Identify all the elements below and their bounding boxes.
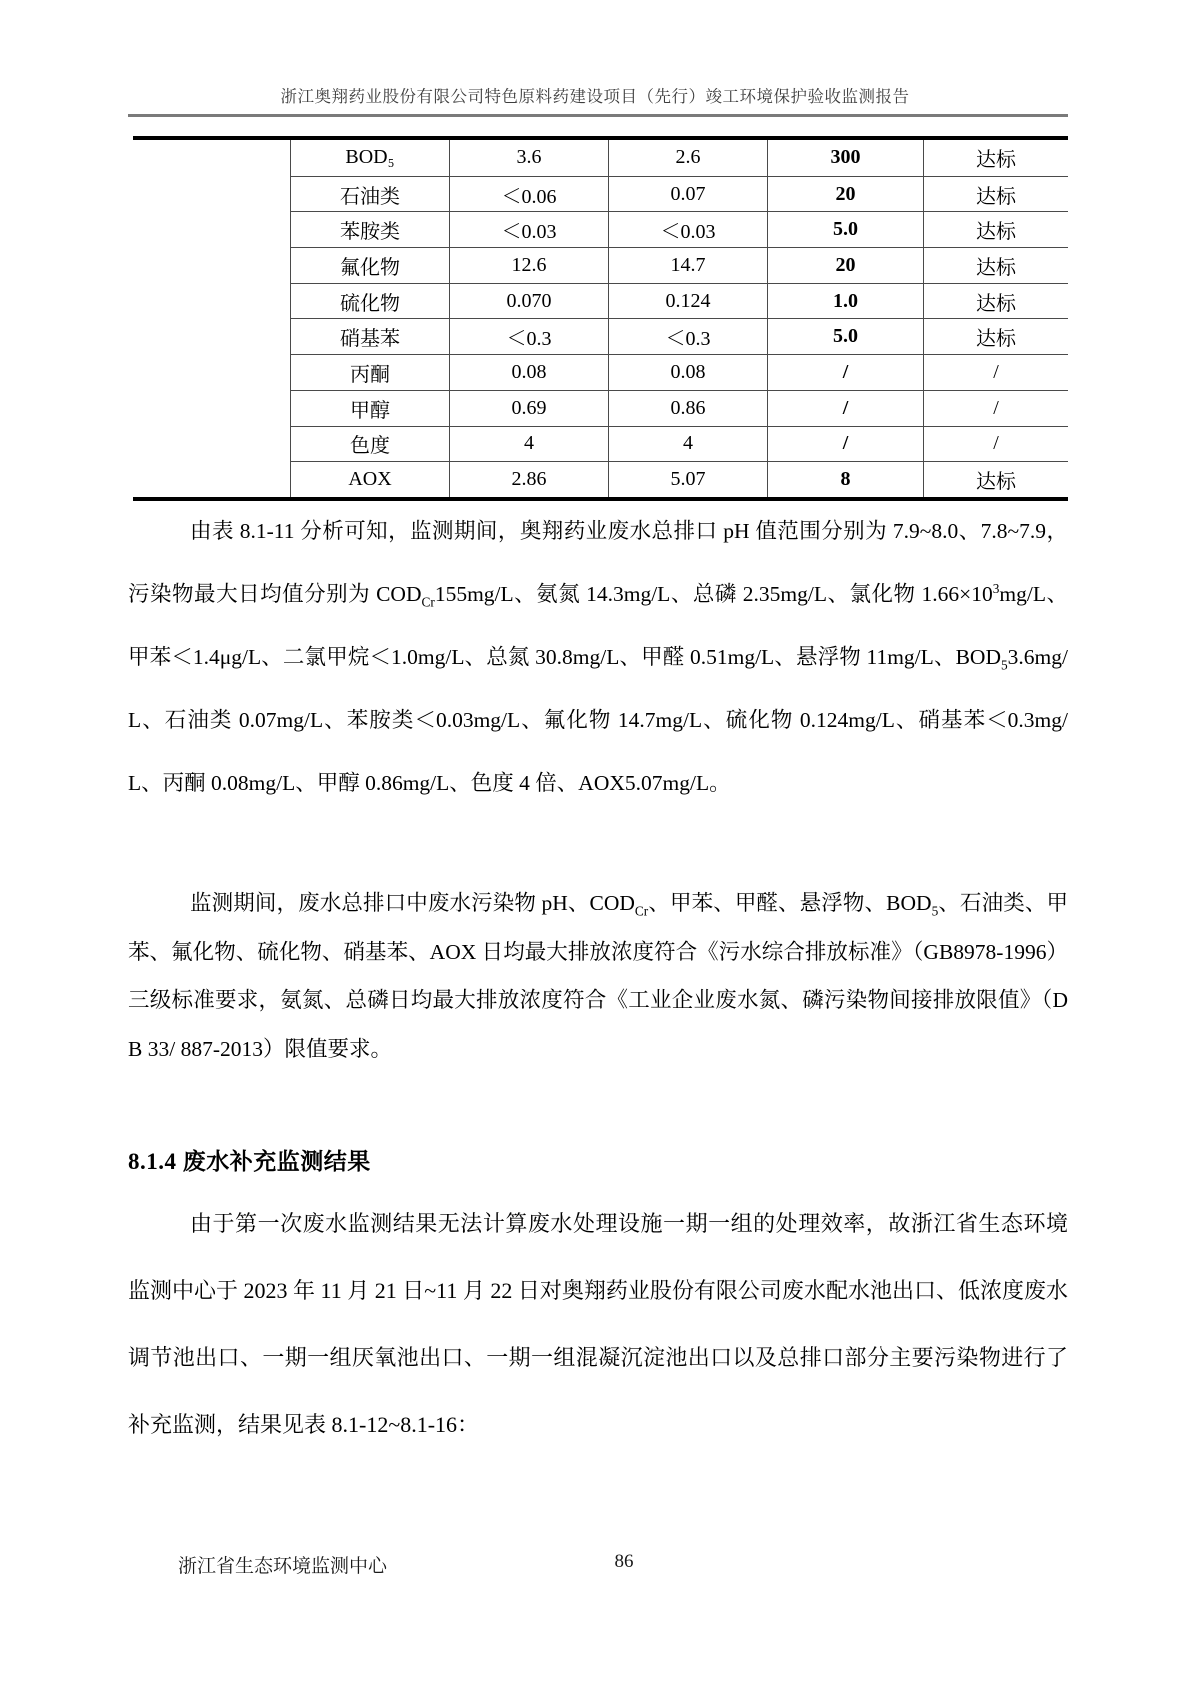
- value1-cell: ＜0.3: [449, 318, 608, 354]
- pollutant-cell: BOD₅: [290, 140, 449, 176]
- standard-cell: 8: [767, 461, 923, 497]
- standard-cell: 5.0: [767, 318, 923, 354]
- footer-organization: 浙江省生态环境监测中心: [178, 1556, 388, 1577]
- value2-cell: 0.08: [608, 354, 767, 390]
- monitoring-results-table: [133, 136, 1068, 501]
- pollutant-cell: 甲醇: [290, 390, 449, 426]
- pollutant-cell: AOX: [290, 461, 449, 497]
- result-cell: 达标: [923, 211, 1068, 247]
- standard-cell: 1.0: [767, 283, 923, 319]
- paragraph-standards-compliance: 监测期间，废水总排口中废水污染物 pH、$COD_{Cr}$、甲苯、甲醛、悬浮物、$BOD_5$、石油类、甲苯、氟化物、硫化物、硝基苯、AOX 日均最大排放浓度符合《污水综合排放标准》（GB8978-1996）三级标准要求，氨氮、总磷日均最大排放浓度符合《工业企业废水氮、磷污染物间接排放限值》（DB 33/ 887-2013）限值要求。: [128, 891, 1068, 1061]
- standard-cell: 20: [767, 247, 923, 283]
- value2-cell: ＜0.3: [608, 318, 767, 354]
- result-cell: 达标: [923, 461, 1068, 497]
- pollutant-cell: 石油类: [290, 176, 449, 212]
- value1-cell: 0.69: [449, 390, 608, 426]
- paragraph-analysis-results: 由表 8.1-11 分析可知，监测期间，奥翔药业废水总排口 pH 值范围分别为 7.9~8.0、7.8~7.9，污染物最大日均值分别为 $COD_{Cr}155mg/L$、氨氮 14.3mg/L、总磷 2.35mg/L、氯化物 $1.66\times 10^3mg/L$、甲苯＜1.4μg/L、二氯甲烷＜1.0mg/L、总氮 30.8mg/L、甲醛 0.51mg/L、悬浮物 11mg/L、$BOD_53.6mg/L$、石油类 0.07mg/L、苯胺类＜0.03mg/L、氟化物 14.7mg/L、硫化物 0.124mg/L、硝基苯＜0.3mg/L、丙酮 0.08mg/L、甲醇 0.86mg/L、色度 4 倍、AOX5.07mg/L。: [128, 519, 1068, 795]
- value2-cell: 5.07: [608, 461, 767, 497]
- standard-cell: 300: [767, 140, 923, 176]
- standard-cell: /: [767, 390, 923, 426]
- result-cell: 达标: [923, 176, 1068, 212]
- merged-empty-cell: [133, 140, 290, 497]
- pollutant-cell: 氟化物: [290, 247, 449, 283]
- result-cell: /: [923, 390, 1068, 426]
- pollutant-cell: 色度: [290, 426, 449, 462]
- result-cell: 达标: [923, 247, 1068, 283]
- value2-cell: ＜0.03: [608, 211, 767, 247]
- standard-cell: 20: [767, 176, 923, 212]
- value1-cell: 0.08: [449, 354, 608, 390]
- result-cell: 达标: [923, 140, 1068, 176]
- paragraph-supplementary-monitoring: 由于第一次废水监测结果无法计算废水处理设施一期一组的处理效率，故浙江省生态环境监测中心于 2023 年 11 月 21 日~11 月 22 日对奥翔药业股份有限公司废水配水池出口、低浓度废水调节池出口、一期一组厌氧池出口、一期一组混凝沉淀池出口以及总排口部分主要污染物进行了补充监测，结果见表 8.1-12~8.1-16：: [128, 1211, 1068, 1437]
- value1-cell: ＜0.03: [449, 211, 608, 247]
- standard-cell: /: [767, 354, 923, 390]
- value1-cell: 12.6: [449, 247, 608, 283]
- standard-cell: /: [767, 426, 923, 462]
- value1-cell: 2.86: [449, 461, 608, 497]
- page-header-title: 浙江奥翔药业股份有限公司特色原料药建设项目（先行）竣工环境保护验收监测报告: [280, 87, 910, 106]
- value2-cell: 0.86: [608, 390, 767, 426]
- pollutant-cell: 苯胺类: [290, 211, 449, 247]
- result-cell: 达标: [923, 318, 1068, 354]
- value1-cell: 3.6: [449, 140, 608, 176]
- value2-cell: 0.07: [608, 176, 767, 212]
- result-cell: 达标: [923, 283, 1068, 319]
- value2-cell: 2.6: [608, 140, 767, 176]
- pollutant-cell: 硫化物: [290, 283, 449, 319]
- standard-cell: 5.0: [767, 211, 923, 247]
- footer-page-number: 86: [614, 1551, 634, 1572]
- value1-cell: 4: [449, 426, 608, 462]
- result-cell: /: [923, 426, 1068, 462]
- section-heading-8-1-4: 8.1.4 废水补充监测结果: [128, 1149, 371, 1174]
- pollutant-cell: 丙酮: [290, 354, 449, 390]
- result-cell: /: [923, 354, 1068, 390]
- value2-cell: 4: [608, 426, 767, 462]
- value2-cell: 0.124: [608, 283, 767, 319]
- value1-cell: 0.070: [449, 283, 608, 319]
- header-rule: [128, 114, 1068, 117]
- value1-cell: ＜0.06: [449, 176, 608, 212]
- pollutant-cell: 硝基苯: [290, 318, 449, 354]
- value2-cell: 14.7: [608, 247, 767, 283]
